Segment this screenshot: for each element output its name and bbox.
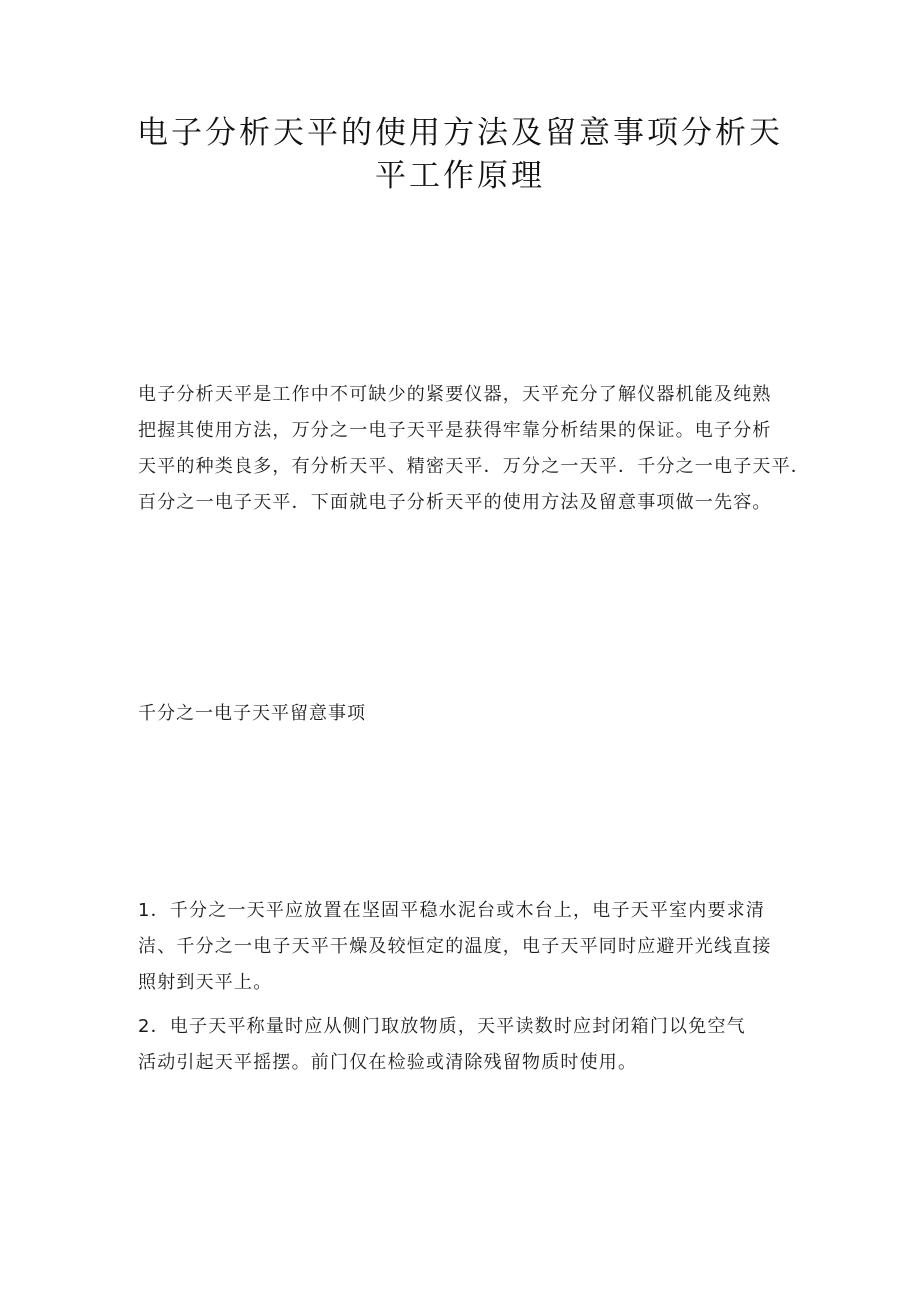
intro-line: 电子分析天平是工作中不可缺少的紧要仪器，天平充分了解仪器机能及纯熟 bbox=[138, 384, 772, 405]
list-item-line: 活动引起天平摇摆。前门仅在检验或清除残留物质时使用。 bbox=[138, 1052, 638, 1073]
list-item-line: 1．千分之一天平应放置在坚固平稳水泥台或木台上，电子天平室内要求清 bbox=[138, 900, 766, 921]
intro-line: 把握其使用方法，万分之一电子天平是获得牢靠分析结果的保证。电子分析 bbox=[138, 420, 772, 441]
section-heading: 千分之一电子天平留意事项 bbox=[138, 703, 366, 724]
intro-line: 天平的种类良多，有分析天平、精密天平．万分之一天平．千分之一电子天平． bbox=[138, 456, 810, 477]
list-item-line: 2．电子天平称量时应从侧门取放物质，天平读数时应封闭箱门以免空气 bbox=[138, 1016, 746, 1037]
list-item-1 bbox=[138, 893, 798, 1001]
title-line: 电子分析天平的使用方法及留意事项分析天 bbox=[137, 115, 783, 151]
intro-line: 百分之一电子天平．下面就电子分析天平的使用方法及留意事项做一先容。 bbox=[138, 492, 772, 513]
list-item-2 bbox=[138, 1009, 798, 1081]
intro-paragraph bbox=[138, 377, 810, 521]
list-item-line: 洁、千分之一电子天平干燥及较恒定的温度，电子天平同时应避开光线直接 bbox=[138, 936, 772, 957]
title-line: 平工作原理 bbox=[375, 158, 545, 194]
list-item-line: 照射到天平上。 bbox=[138, 972, 273, 993]
document-title bbox=[120, 112, 800, 198]
